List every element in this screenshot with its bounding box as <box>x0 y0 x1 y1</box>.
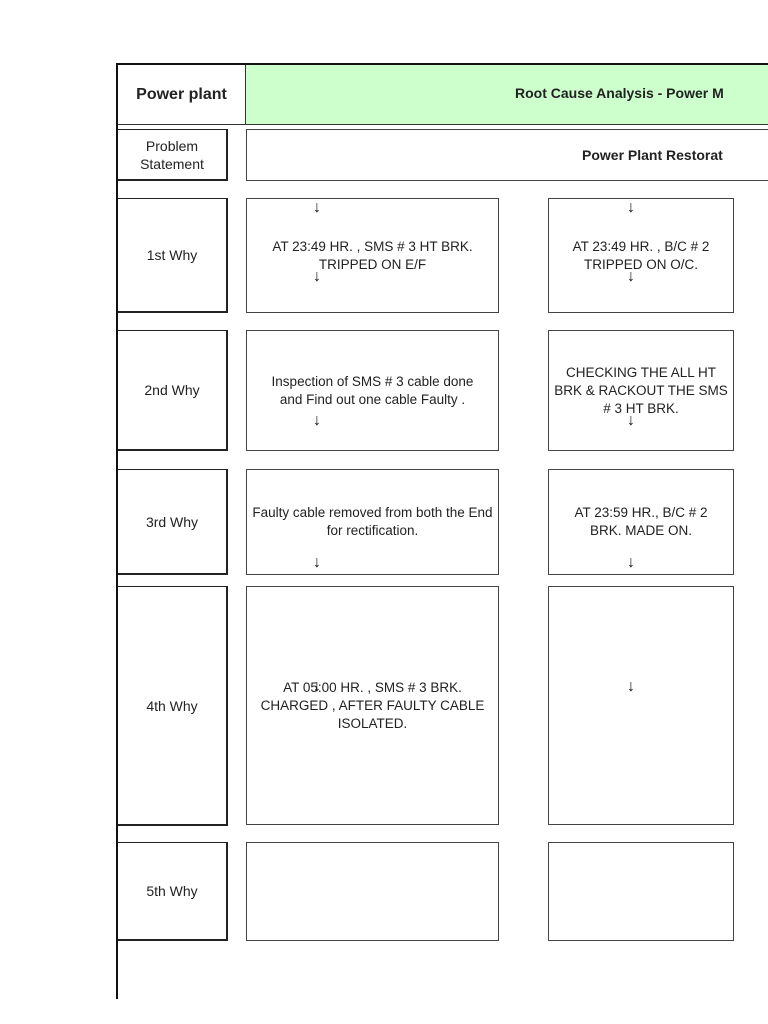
problem-statement: Power Plant Restorat <box>582 147 723 163</box>
why-label-3: 3rd Why <box>118 469 228 575</box>
problem-statement-cell <box>246 129 768 181</box>
why2-col1-box: Inspection of SMS # 3 cable done and Find out one cable Faulty . <box>246 330 499 451</box>
problem-label-line2: Statement <box>140 155 204 172</box>
why3-col2-box: AT 23:59 HR., B/C # 2 BRK. MADE ON. <box>548 469 734 575</box>
why3-col1-box: Faulty cable removed from both the End for rectification. <box>246 469 499 575</box>
plant-label: Power plant <box>136 85 227 103</box>
why-label-1: 1st Why <box>118 198 228 313</box>
problem-label-cell <box>118 129 228 181</box>
arrow-down-icon <box>310 555 324 571</box>
arrow-down-icon <box>310 413 324 429</box>
why2-col2-box: CHECKING THE ALL HT BRK & RACKOUT THE SMS # 3 HT BRK. <box>548 330 734 451</box>
arrow-down-icon <box>624 413 638 429</box>
why-label-4: 4th Why <box>118 586 228 826</box>
arrow-down-icon <box>624 200 638 216</box>
why4-col1-box: AT 05:00 HR. , SMS # 3 BRK. CHARGED , AFTER FAULTY CABLE ISOLATED. <box>246 586 499 825</box>
arrow-down-icon <box>624 679 638 695</box>
problem-label-line1: Problem <box>145 137 199 154</box>
plant-label-cell <box>118 65 246 125</box>
why-label-5: 5th Why <box>118 842 228 941</box>
arrow-down-icon <box>310 679 324 695</box>
arrow-down-icon <box>310 200 324 216</box>
why-label-2: 2nd Why <box>118 330 228 451</box>
arrow-down-icon <box>624 269 638 285</box>
arrow-down-icon <box>624 555 638 571</box>
header-title-cell <box>246 65 768 125</box>
why5-col2-box <box>548 842 734 941</box>
why5-col1-box <box>246 842 499 941</box>
why4-col2-box <box>548 586 734 825</box>
header-title: Root Cause Analysis - Power M <box>515 85 724 101</box>
why1-col2-box: AT 23:49 HR. , B/C # 2 TRIPPED ON O/C. <box>548 198 734 313</box>
why1-col1-box: AT 23:49 HR. , SMS # 3 HT BRK. TRIPPED ON E/F <box>246 198 499 313</box>
arrow-down-icon <box>310 269 324 285</box>
